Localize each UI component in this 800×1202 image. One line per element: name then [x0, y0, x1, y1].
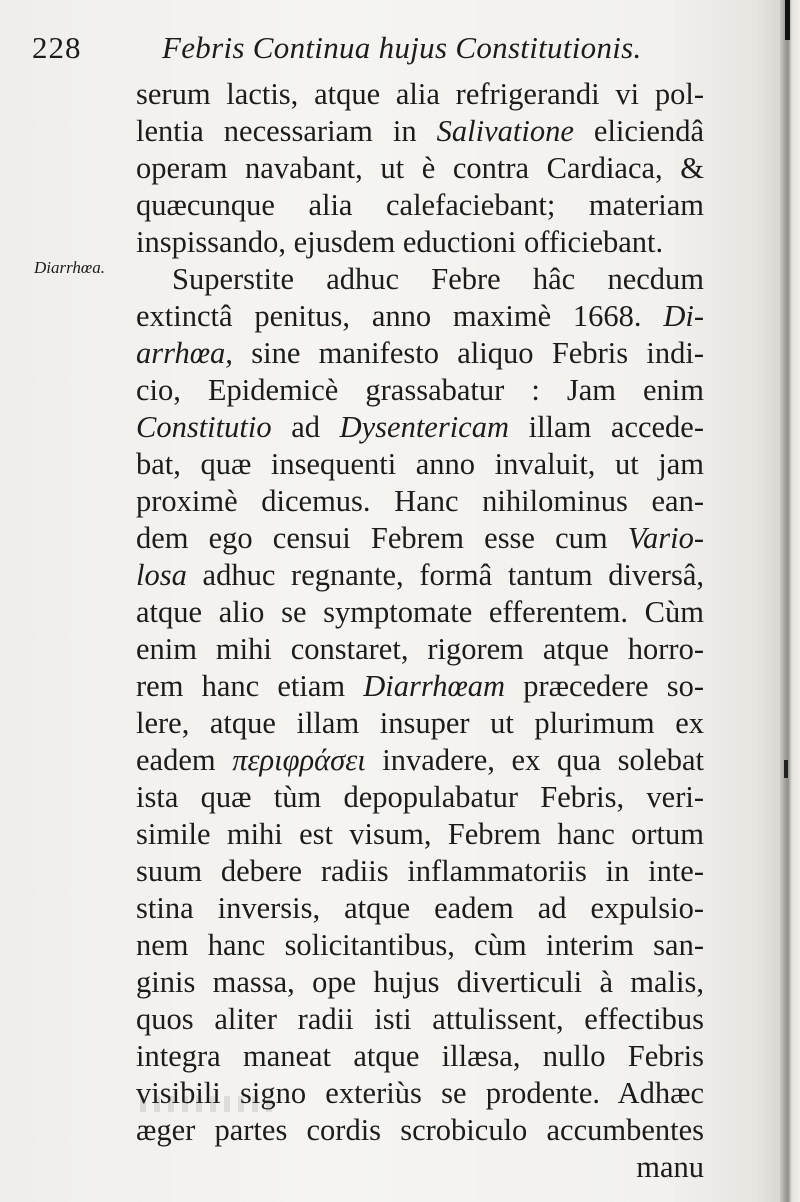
text-line	[136, 261, 704, 298]
text-line	[136, 668, 704, 705]
text-line	[136, 705, 704, 742]
running-head: Febris Continua hujus Constitutionis.	[162, 30, 642, 65]
italic-text: Constitutio	[136, 410, 272, 444]
edge-mark	[785, 0, 790, 40]
text-line	[136, 1001, 704, 1038]
text-run: quæcunque alia calefaciebant; materiam	[136, 188, 704, 222]
text-line	[136, 742, 704, 779]
text-line	[136, 446, 704, 483]
text-run: operam navabant, ut è contra Cardiaca, &	[136, 151, 704, 185]
catchword	[136, 1149, 704, 1186]
show-through-bleed	[140, 1096, 280, 1112]
text-line	[136, 298, 704, 335]
text-run: eliciendâ	[573, 114, 704, 148]
text-run: atque alio se symptomate efferentem. Cùm	[136, 595, 704, 629]
text-run: æger partes cordis scrobiculo accumbentes	[136, 1113, 704, 1147]
text-run: rem hanc etiam	[136, 669, 364, 703]
text-run: lere, atque illam insuper ut plurimum ex	[136, 706, 704, 740]
text-run: sine manifesto aliquo Febris indi-	[232, 336, 704, 370]
italic-text: περιφράσει	[232, 743, 366, 777]
edge-dot	[784, 760, 788, 778]
text-line	[136, 187, 704, 224]
text-run: simile mihi est visum, Febrem hanc ortum	[136, 817, 704, 851]
text-run: enim mihi constaret, rigorem atque horro-	[136, 632, 704, 666]
text-run: adhuc regnante, formâ tantum diversâ,	[186, 558, 704, 592]
italic-text: losa	[136, 558, 187, 592]
text-line	[136, 594, 704, 631]
page-header	[32, 30, 672, 70]
text-run: illam accede-	[509, 410, 704, 444]
text-run: præcedere so-	[505, 669, 704, 703]
text-run: quos aliter radii isti attulissent, effectibus	[136, 1002, 704, 1036]
text-line	[136, 1112, 704, 1149]
italic-text: Salivatione	[436, 114, 574, 148]
text-run: ginis massa, ope hujus diverticuli à malis,	[136, 965, 704, 999]
italic-text: arrhœa,	[136, 336, 233, 370]
page-number: 228	[32, 30, 82, 65]
text-run: invadere, ex qua solebat	[365, 743, 704, 777]
text-line	[136, 779, 704, 816]
text-line	[136, 964, 704, 1001]
text-line	[136, 927, 704, 964]
text-run: dem ego censui Febrem esse cum	[136, 521, 628, 555]
text-run: cio, Epidemicè grassabatur : Jam enim	[136, 373, 704, 407]
text-run: ad	[271, 410, 340, 444]
text-line	[136, 224, 704, 261]
text-line	[136, 631, 704, 668]
text-line	[136, 409, 704, 446]
margin-note: Diarrhœa.	[34, 258, 106, 277]
text-run: stina inversis, atque eadem ad expulsio-	[136, 891, 704, 925]
text-run: manu	[636, 1150, 704, 1184]
text-line	[136, 1038, 704, 1075]
text-run: bat, quæ insequenti anno invaluit, ut jam	[136, 447, 704, 481]
text-run: suum debere radiis inflammatoriis in inte-	[136, 854, 704, 888]
text-run: visibili signo exteriùs se prodente. Adhæc	[136, 1076, 704, 1110]
text-run: extinctâ penitus, anno maximè 1668.	[136, 299, 664, 333]
text-line	[136, 150, 704, 187]
text-line	[136, 557, 704, 594]
text-line	[136, 890, 704, 927]
text-line	[136, 372, 704, 409]
text-run: eadem	[136, 743, 233, 777]
text-line	[136, 113, 704, 150]
text-run: ista quæ tùm depopulabatur Febris, veri-	[136, 780, 704, 814]
text-line	[136, 335, 704, 372]
text-run: nem hanc solicitantibus, cùm interim san-	[136, 928, 704, 962]
italic-text: Vario-	[627, 521, 704, 555]
text-run: serum lactis, atque alia refrigerandi vi pol-	[136, 77, 704, 111]
text-run: Superstite adhuc Febre hâc necdum	[172, 262, 704, 296]
text-line	[136, 483, 704, 520]
italic-text: Di-	[663, 299, 704, 333]
text-run: integra maneat atque illæsa, nullo Febris	[136, 1039, 704, 1073]
text-line	[136, 816, 704, 853]
italic-text: Dysentericam	[339, 410, 509, 444]
text-line	[136, 853, 704, 890]
text-run: proximè dicemus. Hanc nihilominus ean-	[136, 484, 704, 518]
text-run: inspissando, ejusdem eductioni officiebant.	[136, 225, 664, 259]
text-line	[136, 520, 704, 557]
body-text	[136, 76, 704, 1186]
page-edge	[780, 0, 800, 1202]
text-run: lentia necessariam in	[136, 114, 437, 148]
text-line	[136, 76, 704, 113]
italic-text: Diarrhœam	[363, 669, 506, 703]
